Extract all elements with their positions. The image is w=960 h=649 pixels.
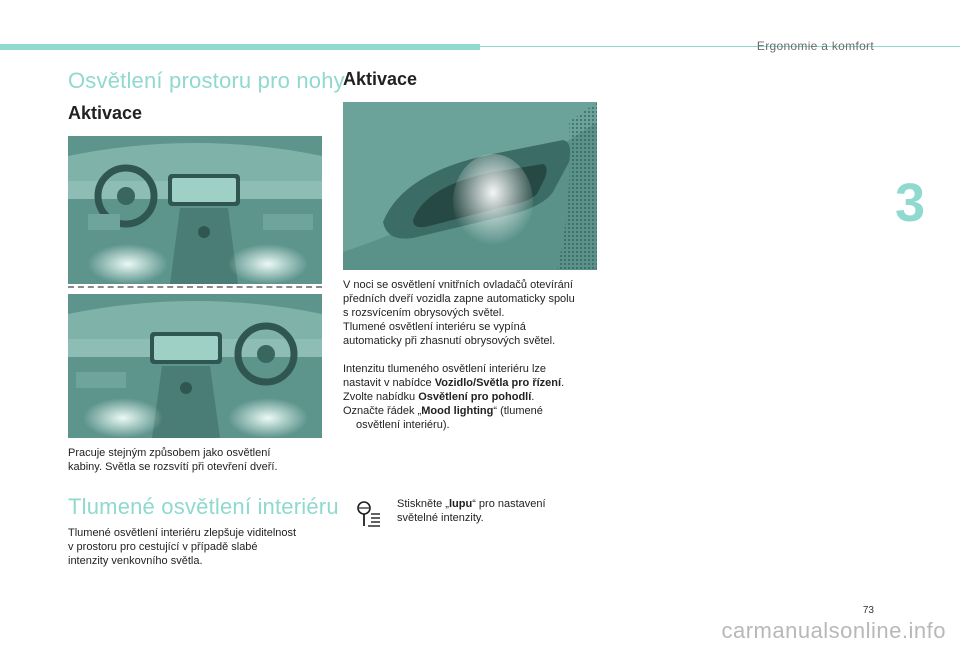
bullet-2-suffix: “ (tlumené (493, 405, 543, 417)
night-lighting-line-3: s rozsvícením obrysových světel. (343, 307, 505, 319)
activation-title-right: Aktivace (343, 69, 418, 89)
watermark-text: carmanualsonline.info (721, 618, 946, 643)
bullet-2-line-2: osvětlení interiéru). (356, 419, 450, 431)
intensity-line-2 (343, 376, 613, 390)
bullet-1-suffix: . (531, 391, 535, 403)
instruction-bullet-1 (343, 390, 613, 404)
tip-suffix: “ pro nastavení (472, 498, 546, 510)
section-title-footwell: Osvětlení prostoru pro nohy (68, 68, 345, 93)
photo-separator (68, 286, 322, 288)
dashboard-illustration-rhd (68, 294, 322, 438)
dashboard-photo-lhd (68, 136, 322, 284)
door-handle-photo (343, 102, 597, 270)
night-lighting-line-2: předních dveří vozidla zapne automaticky spolu (343, 293, 575, 305)
bullet-1-prefix: Zvolte nabídku (343, 391, 419, 403)
menu-comfort-lighting: Osvětlení pro pohodlí (418, 391, 532, 403)
tip-magnifier-word: lupu (448, 498, 473, 510)
activation-text-left-line-1: Pracuje stejným způsobem jako osvětlení (68, 447, 271, 459)
intensity-instructions (343, 362, 613, 432)
intensity-line-2-suffix: . (561, 377, 565, 389)
chapter-number: 3 (895, 173, 926, 233)
tip-line-1 (397, 497, 617, 511)
mood-lighting-text (68, 526, 328, 568)
night-lighting-text (343, 278, 613, 348)
activation-text-left (68, 446, 328, 474)
tip-prefix: Stiskněte „ (397, 498, 449, 510)
mood-lighting-text-line-1: Tlumené osvětlení interiéru zlepšuje viditelnost (68, 527, 297, 539)
door-handle-illustration (343, 102, 597, 270)
mood-lighting-text-line-3: intenzity venkovního světla. (68, 555, 203, 567)
magnifier-list-icon (356, 500, 382, 528)
header-accent-bar (0, 44, 480, 50)
header-accent-line (480, 46, 960, 47)
night-lighting-line-4: Tlumené osvětlení interiéru se vypíná (343, 321, 526, 333)
bullet-2-prefix: Označte řádek „ (343, 405, 422, 417)
night-lighting-line-5: automaticky při zhasnutí obrysových světel. (343, 335, 556, 347)
chapter-title: Ergonomie a komfort (756, 39, 874, 53)
night-lighting-line-1: V noci se osvětlení vnitřních ovladačů otevírání (343, 279, 573, 291)
menu-vehicle-driving-lights: Vozidlo/Světla pro řízení (434, 377, 562, 389)
intensity-line-2-prefix: nastavit v nabídce (343, 377, 435, 389)
page-number: 73 (862, 605, 874, 616)
tip-line-2: světelné intenzity. (397, 512, 484, 524)
dashboard-photo-rhd (68, 294, 322, 438)
mood-lighting-text-line-2: v prostoru pro cestující v případě slabé (68, 541, 258, 553)
intensity-line-1: Intenzitu tlumeného osvětlení interiéru lze (343, 363, 547, 375)
activation-title-left: Aktivace (68, 103, 143, 123)
instruction-bullet-2 (343, 404, 613, 418)
menu-mood-lighting: Mood lighting (421, 405, 494, 417)
tip-text (397, 497, 617, 525)
section-title-mood-lighting: Tlumené osvětlení interiéru (68, 494, 339, 519)
dashboard-illustration-lhd (68, 136, 322, 284)
activation-text-left-line-2: kabiny. Světla se rozsvítí při otevření dveří. (68, 461, 278, 473)
